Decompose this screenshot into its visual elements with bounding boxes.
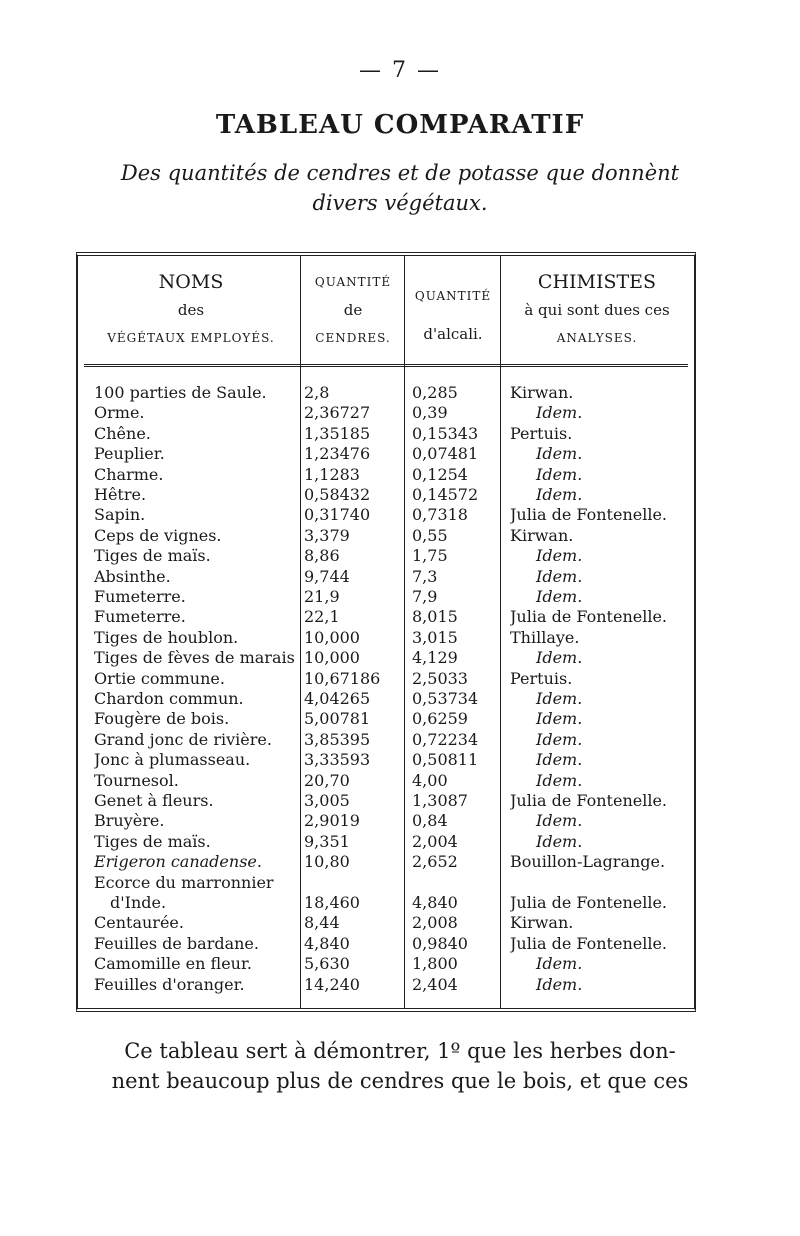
header-names-line2: des bbox=[177, 301, 205, 319]
table-row bbox=[78, 668, 694, 689]
cell-cendres: 1,1283 bbox=[304, 464, 360, 484]
cell-chimiste: Julia de Fontenelle. bbox=[510, 893, 667, 912]
header-cendres-line2: de bbox=[343, 301, 363, 319]
subtitle-line-1: Des quantités de cendres et de potasse que donnènt bbox=[120, 161, 680, 185]
table-row bbox=[78, 525, 694, 546]
cell-cendres: 1,35185 bbox=[304, 423, 371, 443]
cell-cendres: 5,00781 bbox=[304, 709, 371, 729]
cell-chimiste: Kirwan. bbox=[510, 383, 574, 402]
cell-name: Ceps de vignes. bbox=[94, 525, 222, 545]
cell-chimiste: Idem. bbox=[536, 750, 583, 770]
table-row bbox=[78, 933, 694, 954]
header-chimistes-line2: à qui sont dues ces bbox=[524, 301, 670, 319]
cell-chimiste: Kirwan. bbox=[510, 525, 574, 545]
cell-cendres: 10,80 bbox=[304, 852, 350, 872]
cell-name: Feuilles d'oranger. bbox=[94, 974, 245, 994]
cell-name: Sapin. bbox=[94, 505, 146, 525]
cell-name: Feuilles de bardane. bbox=[94, 933, 259, 953]
cell-name: Tournesol. bbox=[94, 770, 179, 790]
header-names-line1: NOMS bbox=[158, 271, 224, 293]
cell-alcali: 0,6259 bbox=[412, 709, 468, 729]
table-title: TABLEAU COMPARATIF bbox=[215, 110, 585, 140]
cell-chimiste: Idem. bbox=[536, 709, 583, 729]
cell-name: Tiges de fèves de marais bbox=[94, 648, 295, 668]
table-row bbox=[78, 382, 694, 403]
cell-chimiste: Idem. bbox=[536, 770, 583, 790]
cell-cendres: 10,67186 bbox=[304, 668, 381, 688]
cell-name: Orme. bbox=[94, 403, 145, 423]
table-row bbox=[78, 708, 694, 729]
cell-name: Hêtre. bbox=[94, 485, 147, 504]
cell-alcali: 0,72234 bbox=[412, 729, 479, 749]
cell-name: Chardon commun. bbox=[94, 689, 244, 708]
cell-name: Chêne. bbox=[94, 423, 151, 443]
header-chimistes bbox=[502, 268, 692, 352]
cell-name: Camomille en fleur. bbox=[94, 954, 252, 974]
table-row bbox=[78, 647, 694, 668]
cell-cendres: 9,744 bbox=[304, 566, 350, 586]
cell-alcali: 0,84 bbox=[412, 811, 448, 831]
cell-name: Bruyère. bbox=[94, 811, 165, 831]
footer-text bbox=[0, 1036, 800, 1096]
footer-line-1: Ce tableau sert à démontrer, 1º que les herbes don- bbox=[124, 1039, 676, 1063]
table-row bbox=[78, 586, 694, 607]
cell-alcali: 2,008 bbox=[412, 913, 458, 933]
subtitle-line-2: divers végétaux. bbox=[312, 191, 488, 215]
table-row bbox=[78, 443, 694, 464]
cell-alcali: 0,39 bbox=[412, 403, 448, 423]
cell-chimiste: Julia de Fontenelle. bbox=[510, 607, 667, 627]
cell-alcali: 2,404 bbox=[412, 974, 458, 994]
comparative-table bbox=[76, 252, 696, 1012]
table-row bbox=[78, 688, 694, 709]
cell-cendres: 4,04265 bbox=[304, 689, 371, 708]
table-row bbox=[78, 545, 694, 566]
cell-chimiste: Julia de Fontenelle. bbox=[510, 791, 667, 810]
cell-cendres: 5,630 bbox=[304, 954, 350, 974]
table-row bbox=[78, 504, 694, 525]
table-row bbox=[78, 606, 694, 627]
cell-chimiste: Idem. bbox=[536, 831, 583, 851]
table-row bbox=[78, 892, 694, 913]
table-row bbox=[78, 810, 694, 831]
cell-alcali: 7,3 bbox=[412, 566, 438, 586]
table-row bbox=[78, 831, 694, 852]
cell-chimiste: Idem. bbox=[536, 648, 583, 668]
cell-cendres: 3,33593 bbox=[304, 750, 371, 770]
cell-cendres: 1,23476 bbox=[304, 444, 371, 464]
cell-alcali: 0,9840 bbox=[412, 933, 468, 953]
cell-alcali: 0,285 bbox=[412, 383, 458, 402]
cell-cendres: 3,379 bbox=[304, 525, 350, 545]
cell-chimiste: Idem. bbox=[536, 566, 583, 586]
table-row bbox=[78, 790, 694, 811]
cell-cendres: 9,351 bbox=[304, 831, 350, 851]
cell-name: d'Inde. bbox=[110, 893, 167, 912]
cell-alcali: 1,75 bbox=[412, 546, 448, 566]
cell-name: Tiges de maïs. bbox=[94, 831, 211, 851]
cell-name: Tiges de houblon. bbox=[94, 627, 239, 647]
header-names bbox=[84, 268, 298, 352]
cell-cendres: 10,000 bbox=[304, 627, 360, 647]
cell-chimiste: Pertuis. bbox=[510, 423, 573, 443]
header-separator bbox=[84, 364, 688, 371]
table-row bbox=[78, 464, 694, 485]
cell-chimiste: Kirwan. bbox=[510, 913, 574, 933]
cell-chimiste: Idem. bbox=[536, 464, 583, 484]
table-row bbox=[78, 729, 694, 750]
cell-alcali: 0,53734 bbox=[412, 689, 479, 708]
cell-cendres: 14,240 bbox=[304, 974, 360, 994]
cell-name: Peuplier. bbox=[94, 444, 165, 464]
cell-chimiste: Idem. bbox=[536, 811, 583, 831]
cell-alcali: 0,07481 bbox=[412, 444, 479, 464]
cell-cendres: 21,9 bbox=[304, 587, 340, 606]
table-row bbox=[78, 566, 694, 587]
header-names-line3: VÉGÉTAUX EMPLOYÉS. bbox=[107, 331, 275, 345]
cell-chimiste: Julia de Fontenelle. bbox=[510, 933, 667, 953]
cell-name: Fumeterre. bbox=[94, 607, 186, 627]
cell-chimiste: Bouillon-Lagrange. bbox=[510, 852, 666, 872]
cell-alcali: 0,50811 bbox=[412, 750, 479, 770]
header-chimistes-line1: CHIMISTES bbox=[537, 271, 657, 293]
cell-cendres: 8,44 bbox=[304, 913, 340, 933]
cell-alcali: 0,7318 bbox=[412, 505, 468, 525]
cell-name: Charme. bbox=[94, 464, 164, 484]
table-row bbox=[78, 872, 694, 893]
table-row bbox=[78, 770, 694, 791]
cell-name: 100 parties de Saule. bbox=[94, 383, 267, 402]
cell-cendres: 3,005 bbox=[304, 791, 350, 810]
cell-alcali: 4,00 bbox=[412, 770, 448, 790]
cell-chimiste: Idem. bbox=[536, 974, 583, 994]
cell-chimiste: Thillaye. bbox=[510, 627, 580, 647]
table-row bbox=[78, 851, 694, 872]
cell-name: Genet à fleurs. bbox=[94, 791, 214, 810]
cell-chimiste: Idem. bbox=[536, 403, 583, 423]
cell-cendres: 0,58432 bbox=[304, 485, 371, 504]
cell-cendres: 10,000 bbox=[304, 648, 360, 668]
table-row bbox=[78, 484, 694, 505]
cell-cendres: 2,36727 bbox=[304, 403, 371, 423]
cell-chimiste: Julia de Fontenelle. bbox=[510, 505, 667, 525]
header-alcali-line1: QUANTITÉ bbox=[414, 289, 492, 303]
cell-alcali: 3,015 bbox=[412, 627, 458, 647]
cell-alcali: 2,652 bbox=[412, 852, 458, 872]
cell-alcali: 7,9 bbox=[412, 587, 438, 606]
cell-alcali: 0,55 bbox=[412, 525, 448, 545]
table-row bbox=[78, 627, 694, 648]
table-row bbox=[78, 749, 694, 770]
cell-cendres: 20,70 bbox=[304, 770, 350, 790]
cell-chimiste: Idem. bbox=[536, 954, 583, 974]
cell-cendres: 0,31740 bbox=[304, 505, 371, 525]
header-alcali-line2: d'alcali. bbox=[423, 325, 483, 343]
header-alcali bbox=[406, 282, 500, 348]
table-row bbox=[78, 423, 694, 444]
table-row bbox=[78, 912, 694, 933]
cell-cendres: 2,9019 bbox=[304, 811, 360, 831]
cell-name: Ortie commune. bbox=[94, 668, 225, 688]
cell-cendres: 4,840 bbox=[304, 933, 350, 953]
cell-chimiste: Idem. bbox=[536, 587, 583, 606]
cell-alcali: 4,129 bbox=[412, 648, 458, 668]
cell-chimiste: Idem. bbox=[536, 485, 583, 504]
cell-cendres: 18,460 bbox=[304, 893, 360, 912]
cell-chimiste: Idem. bbox=[536, 546, 583, 566]
cell-name: Absinthe. bbox=[94, 566, 171, 586]
cell-chimiste: Idem. bbox=[536, 689, 583, 708]
table-row bbox=[78, 974, 694, 995]
cell-cendres: 22,1 bbox=[304, 607, 340, 627]
cell-cendres: 2,8 bbox=[304, 383, 330, 402]
header-chimistes-line3: ANALYSES. bbox=[556, 331, 638, 345]
header-cendres bbox=[302, 268, 404, 352]
cell-alcali: 2,5033 bbox=[412, 668, 468, 688]
cell-alcali: 1,800 bbox=[412, 954, 458, 974]
header-cendres-line1: QUANTITÉ bbox=[314, 275, 392, 289]
table-row bbox=[78, 953, 694, 974]
cell-name: Ecorce du marronnier bbox=[94, 872, 274, 892]
cell-cendres: 8,86 bbox=[304, 546, 340, 566]
cell-name: Erigeron canadense. bbox=[94, 852, 262, 872]
cell-name: Jonc à plumasseau. bbox=[94, 750, 251, 770]
cell-alcali: 2,004 bbox=[412, 831, 458, 851]
header-cendres-line3: CENDRES. bbox=[315, 331, 391, 345]
table-subtitle bbox=[0, 158, 800, 218]
table-row bbox=[78, 402, 694, 423]
cell-alcali: 0,15343 bbox=[412, 423, 479, 443]
cell-name: Fumeterre. bbox=[94, 587, 186, 606]
footer-line-2: nent beaucoup plus de cendres que le bois, et que ces bbox=[111, 1069, 689, 1093]
cell-alcali: 8,015 bbox=[412, 607, 458, 627]
cell-alcali: 1,3087 bbox=[412, 791, 468, 810]
cell-alcali: 4,840 bbox=[412, 893, 458, 912]
cell-name: Fougère de bois. bbox=[94, 709, 230, 729]
page-number: — 7 — bbox=[359, 58, 441, 83]
cell-alcali: 0,14572 bbox=[412, 485, 479, 504]
cell-name: Tiges de maïs. bbox=[94, 546, 211, 566]
cell-chimiste: Idem. bbox=[536, 729, 583, 749]
cell-alcali: 0,1254 bbox=[412, 464, 468, 484]
cell-chimiste: Idem. bbox=[536, 444, 583, 464]
cell-cendres: 3,85395 bbox=[304, 729, 371, 749]
cell-name: Grand jonc de rivière. bbox=[94, 729, 272, 749]
cell-name: Centaurée. bbox=[94, 913, 184, 933]
cell-chimiste: Pertuis. bbox=[510, 668, 573, 688]
